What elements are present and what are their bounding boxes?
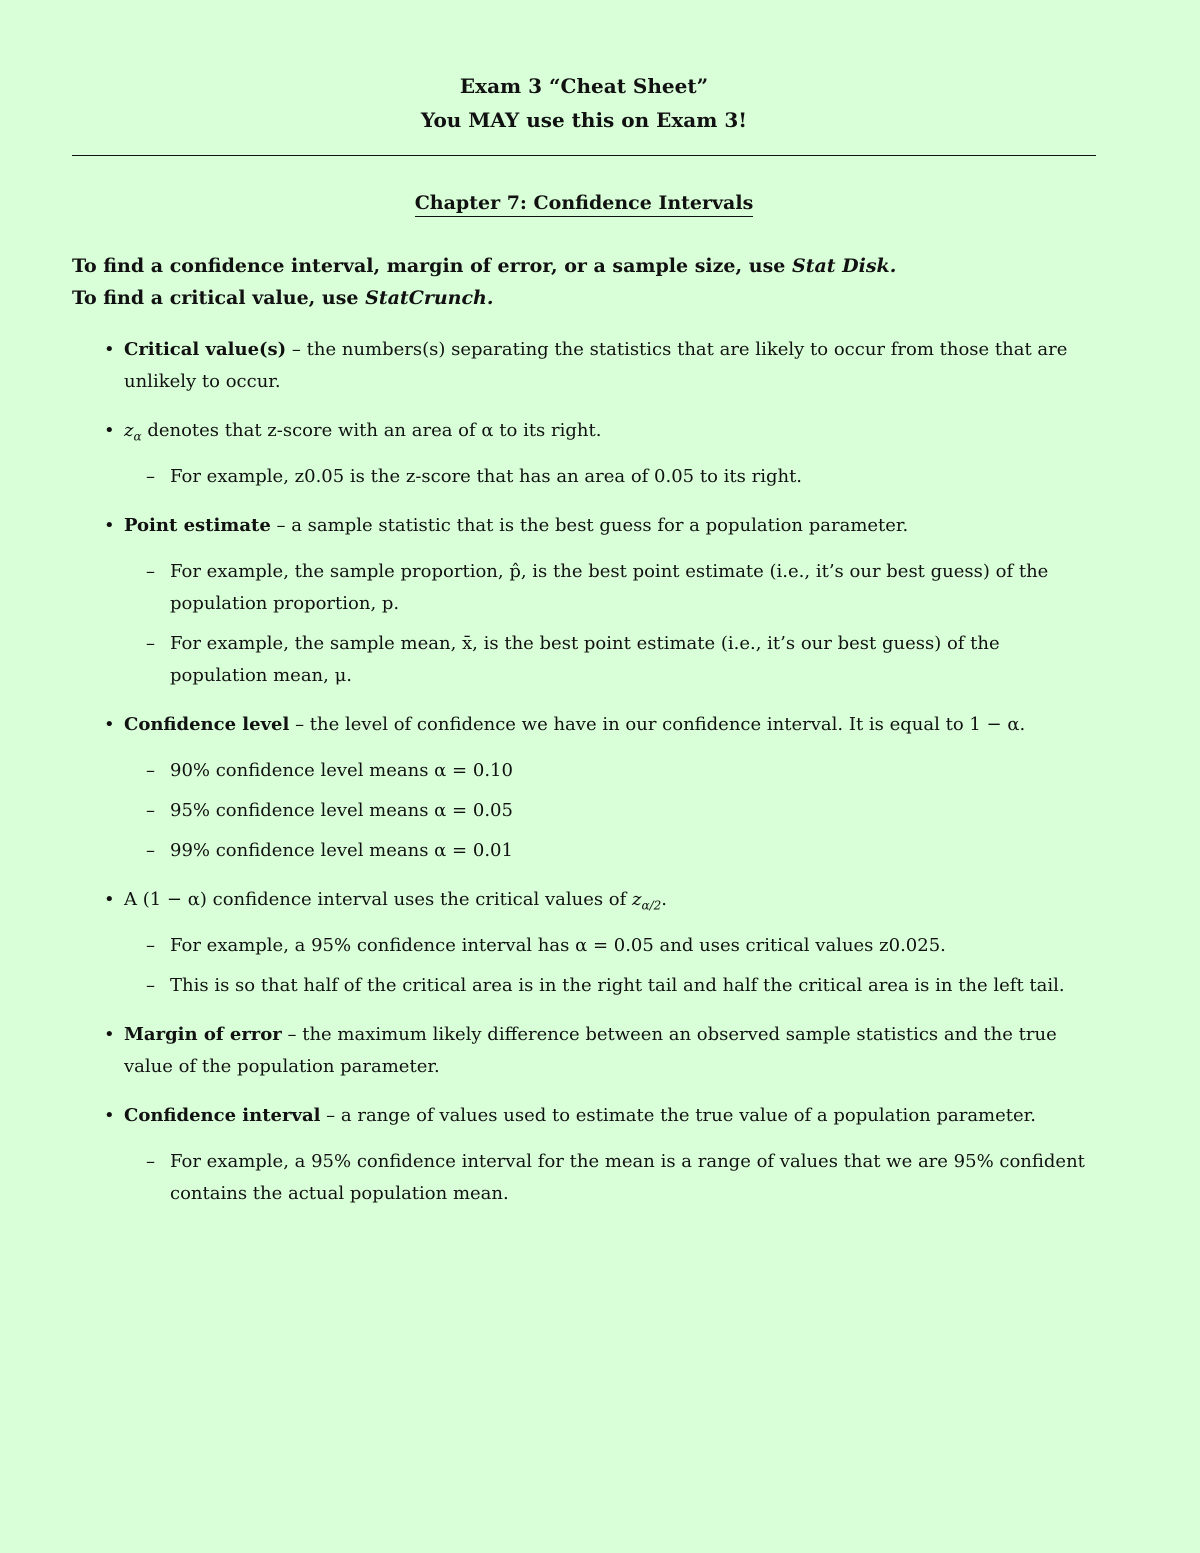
- intro-line-2-text: To find a critical value, use: [72, 287, 366, 309]
- confidence-level-99: 99% confidence level means α = 0.01: [170, 840, 513, 861]
- page-title: Exam 3 “Cheat Sheet”: [459, 74, 709, 98]
- sub-item: [124, 970, 1096, 1002]
- bullet-list: [72, 334, 1096, 1210]
- page: [72, 0, 1096, 1227]
- point-estimate-example-2: For example, the sample mean, x̄, is the best point estimate (i.e., it’s our best guess) of the population mean, μ.: [170, 633, 1000, 686]
- divider: [72, 155, 1096, 156]
- sub-list: [124, 755, 1096, 867]
- bullet-icon: •: [104, 515, 115, 536]
- sub-item: [124, 930, 1096, 962]
- list-item-critical-value: [72, 334, 1096, 398]
- list-item-point-estimate: [72, 510, 1096, 692]
- dash-icon: –: [146, 1151, 155, 1172]
- sub-item: [124, 461, 1096, 493]
- page-subtitle: You MAY use this on Exam 3!: [420, 108, 748, 132]
- sub-item: [124, 755, 1096, 787]
- intro-line-2: [72, 282, 1096, 314]
- term-margin-of-error: Margin of error: [124, 1024, 282, 1045]
- list-item-z-alpha: [72, 415, 1096, 493]
- dash-icon: –: [146, 561, 155, 582]
- list-item-confidence-level: [72, 709, 1096, 867]
- intro: [72, 250, 1096, 314]
- dash-icon: –: [146, 466, 155, 487]
- bullet-icon: •: [104, 1105, 115, 1126]
- sub-item: [124, 835, 1096, 867]
- z-alpha-symbol: $z_\alpha$: [124, 420, 142, 444]
- term-point-estimate: Point estimate: [124, 515, 271, 536]
- sub-list: [124, 930, 1096, 1002]
- confidence-interval-definition: – a range of values used to estimate the true value of a population parameter.: [320, 1105, 1037, 1126]
- point-estimate-example-1: For example, the sample proportion, p̂, is the best point estimate (i.e., it’s our best guess) of the population proportion, p.: [170, 561, 1049, 614]
- intro-line-2-tool: StatCrunch.: [365, 287, 494, 309]
- bullet-icon: •: [104, 339, 115, 360]
- confidence-interval-example: For example, a 95% confidence interval for the mean is a range of values that we are 95% confident contains the actual population mean.: [170, 1151, 1085, 1204]
- sub-item: [124, 1146, 1096, 1210]
- confidence-level-95: 95% confidence level means α = 0.05: [170, 800, 513, 821]
- interval-critical-values-text: A (1 − α) confidence interval uses the critical values of: [124, 889, 633, 910]
- confidence-level-90: 90% confidence level means α = 0.10: [170, 760, 513, 781]
- confidence-level-definition: – the level of confidence we have in our confidence interval. It is equal to 1 − α.: [289, 714, 1026, 735]
- dash-icon: –: [146, 935, 155, 956]
- interval-example: For example, a 95% confidence interval has α = 0.05 and uses critical values z0.025.: [170, 935, 946, 956]
- sub-item: [124, 795, 1096, 827]
- bullet-icon: •: [104, 1024, 115, 1045]
- dash-icon: –: [146, 975, 155, 996]
- sub-list: [124, 556, 1096, 692]
- chapter-title: Chapter 7: Confidence Intervals: [415, 192, 754, 217]
- point-estimate-definition: – a sample statistic that is the best guess for a population parameter.: [270, 515, 909, 536]
- dash-icon: –: [146, 840, 155, 861]
- term-confidence-level: Confidence level: [124, 714, 290, 735]
- sub-item: [124, 556, 1096, 620]
- z-alpha-half-symbol: $z_{\alpha/2}$: [632, 889, 662, 913]
- list-item-interval-critical-values: • A (1 − α) confidence interval uses the critical values of $z_{\alpha/2}$. – For example, a 95% confidence interval has α = 0.05 and uses critical values z0.025. – This is so that half of the critical area is in the right tail and half the critical area is in the left tail.: [72, 884, 1096, 1002]
- header: [72, 0, 1096, 137]
- intro-line-1-text: To find a confidence interval, margin of error, or a sample size, use: [72, 255, 792, 277]
- dash-icon: –: [146, 800, 155, 821]
- list-item-confidence-interval: [72, 1100, 1096, 1210]
- critical-value-definition: – the numbers(s) separating the statistics that are likely to occur from those that are unlikely to occur.: [124, 339, 1068, 392]
- bullet-icon: •: [104, 420, 115, 441]
- dash-icon: –: [146, 760, 155, 781]
- bullet-icon: •: [104, 889, 115, 910]
- intro-line-1-tool: Stat Disk.: [791, 255, 897, 277]
- sub-list: [124, 1146, 1096, 1210]
- z-alpha-definition: denotes that z-score with an area of α to its right.: [141, 420, 602, 441]
- interval-explanation: This is so that half of the critical area is in the right tail and half the critical area is in the left tail.: [170, 975, 1065, 996]
- z-alpha-example: For example, z0.05 is the z-score that has an area of 0.05 to its right.: [170, 466, 803, 487]
- bullet-icon: •: [104, 714, 115, 735]
- chapter-heading: [72, 192, 1096, 214]
- list-item-margin-of-error: [72, 1019, 1096, 1083]
- intro-line-1: [72, 250, 1096, 282]
- term-confidence-interval: Confidence interval: [124, 1105, 321, 1126]
- sub-list: [124, 461, 1096, 493]
- margin-of-error-definition: – the maximum likely difference between an observed sample statistics and the true value of the population parameter.: [124, 1024, 1057, 1077]
- term-critical-value: Critical value(s): [124, 339, 287, 360]
- sub-item: [124, 628, 1096, 692]
- dash-icon: –: [146, 633, 155, 654]
